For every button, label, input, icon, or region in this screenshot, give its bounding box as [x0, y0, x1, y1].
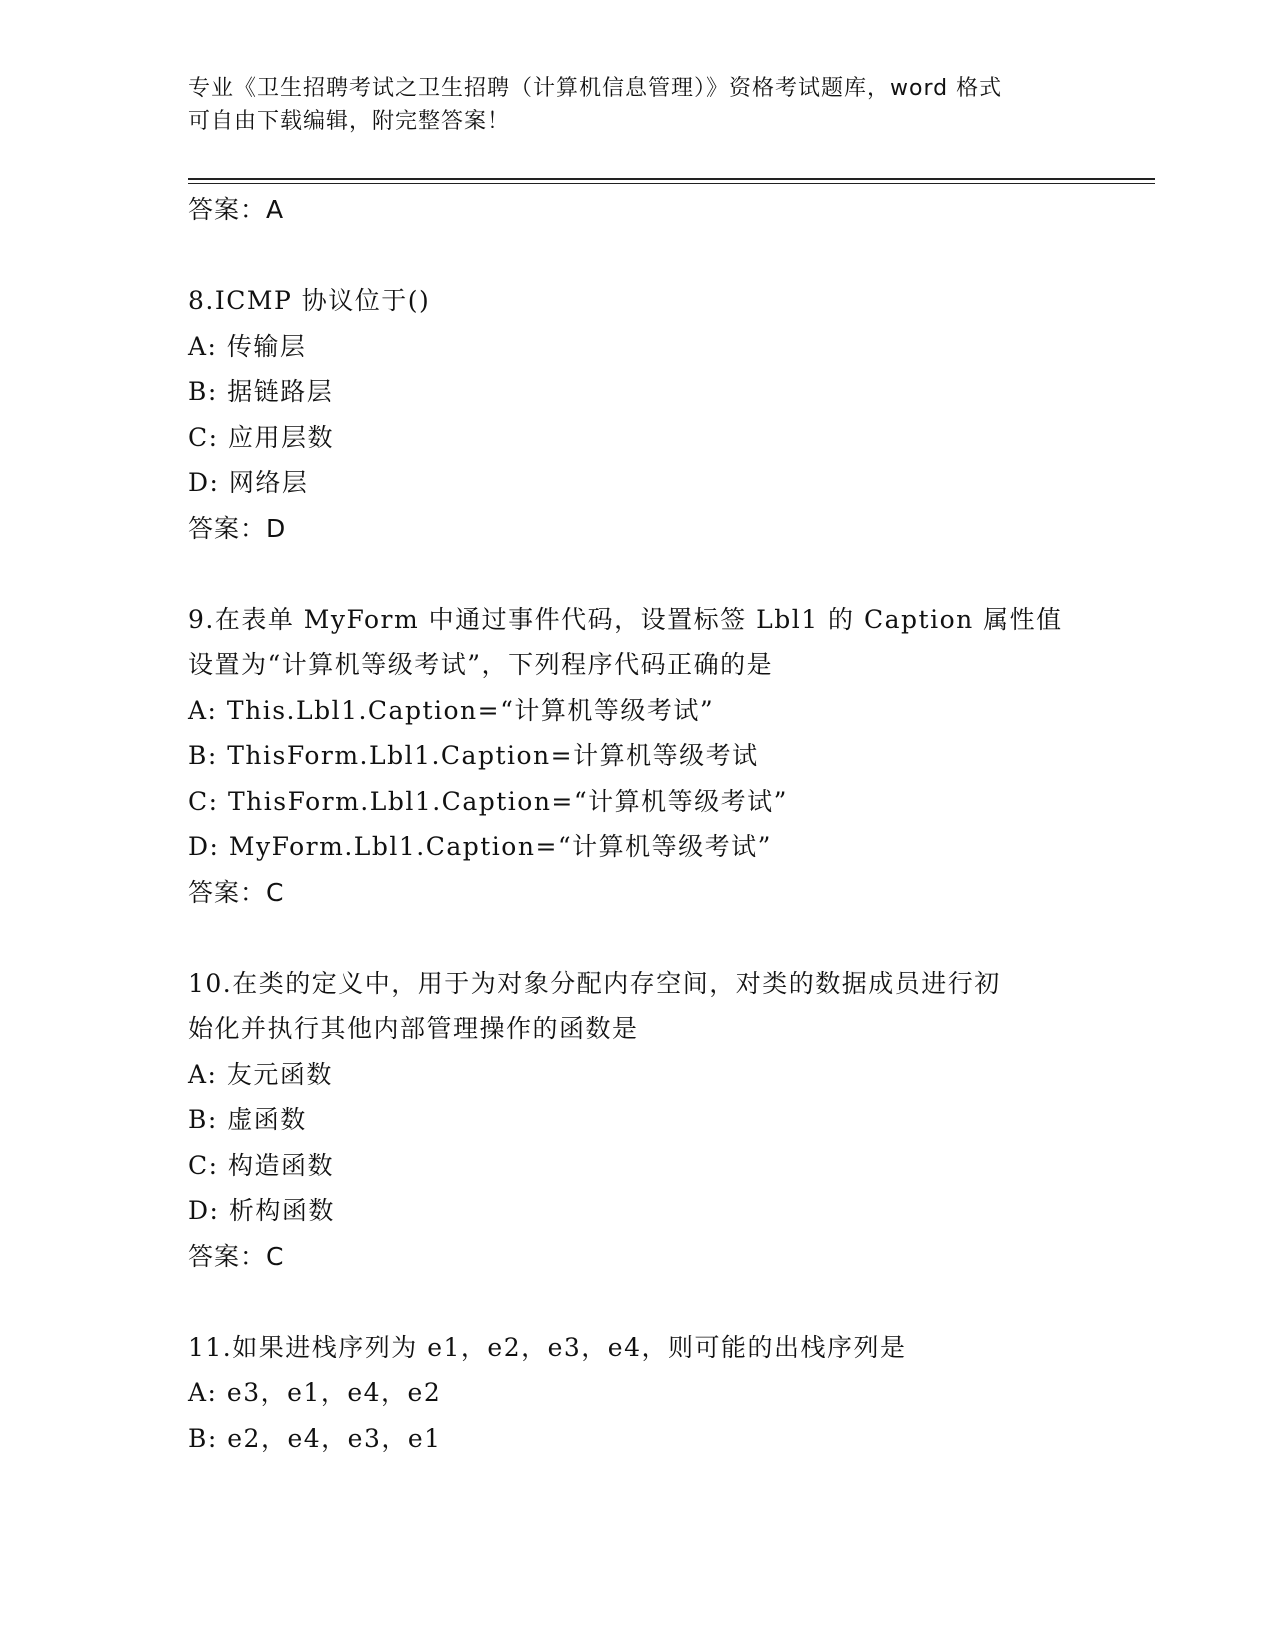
option-b: B: 虚函数 — [188, 1105, 307, 1134]
option-b: B: 据链路层 — [188, 377, 334, 406]
header-line-2: 可自由下载编辑，附完整答案！ — [188, 109, 511, 134]
question-stem-line-1: 10.在类的定义中，用于为对象分配内存空间，对类的数据成员进行初 — [188, 968, 1001, 998]
spacer — [188, 1279, 1088, 1325]
option-d: D: 析构函数 — [188, 1196, 335, 1225]
option-c: C: 构造函数 — [188, 1150, 334, 1180]
question-9 — [188, 597, 1088, 916]
spacer — [188, 915, 1088, 961]
header-divider — [188, 178, 1155, 184]
answer: 答案：C — [188, 877, 285, 907]
question-8 — [188, 278, 1088, 551]
option-d: D: 网络层 — [188, 468, 309, 497]
document-header — [188, 72, 1088, 138]
question-stem-line-1: 9.在表单 MyForm 中通过事件代码，设置标签 Lbl1 的 Caption 属性值 — [188, 604, 1063, 634]
option-a: A: This.Lbl1.Caption=“计算机等级考试” — [188, 695, 715, 725]
question-stem: 11.如果进栈序列为 e1，e2，e3，e4，则可能的出栈序列是 — [188, 1332, 907, 1362]
option-a: A: 友元函数 — [188, 1059, 333, 1089]
option-b: B: ThisForm.Lbl1.Caption=计算机等级考试 — [188, 741, 759, 770]
option-c: C: 应用层数 — [188, 422, 334, 452]
answer: 答案：D — [188, 513, 287, 543]
spacer — [188, 551, 1088, 597]
question-stem: 8.ICMP 协议位于() — [188, 286, 431, 315]
question-list — [188, 187, 1088, 1461]
question-11 — [188, 1325, 1088, 1462]
option-a: A: e3，e1，e4，e2 — [188, 1378, 442, 1407]
question-stem-line-2: 始化并执行其他内部管理操作的函数是 — [188, 1014, 639, 1043]
answer: 答案：C — [188, 1241, 285, 1271]
previous-answer: 答案：A — [188, 195, 285, 224]
header-line-1: 专业《卫生招聘考试之卫生招聘（计算机信息管理）》资格考试题库，word 格式 — [188, 76, 1003, 101]
option-b: B: e2，e4，e3，e1 — [188, 1423, 442, 1453]
option-d: D: MyForm.Lbl1.Caption=“计算机等级考试” — [188, 832, 772, 861]
question-stem-line-2: 设置为“计算机等级考试”，下列程序代码正确的是 — [188, 650, 774, 679]
option-a: A: 传输层 — [188, 331, 307, 361]
option-c: C: ThisForm.Lbl1.Caption=“计算机等级考试” — [188, 786, 788, 816]
spacer — [188, 233, 1088, 279]
question-10 — [188, 961, 1088, 1280]
